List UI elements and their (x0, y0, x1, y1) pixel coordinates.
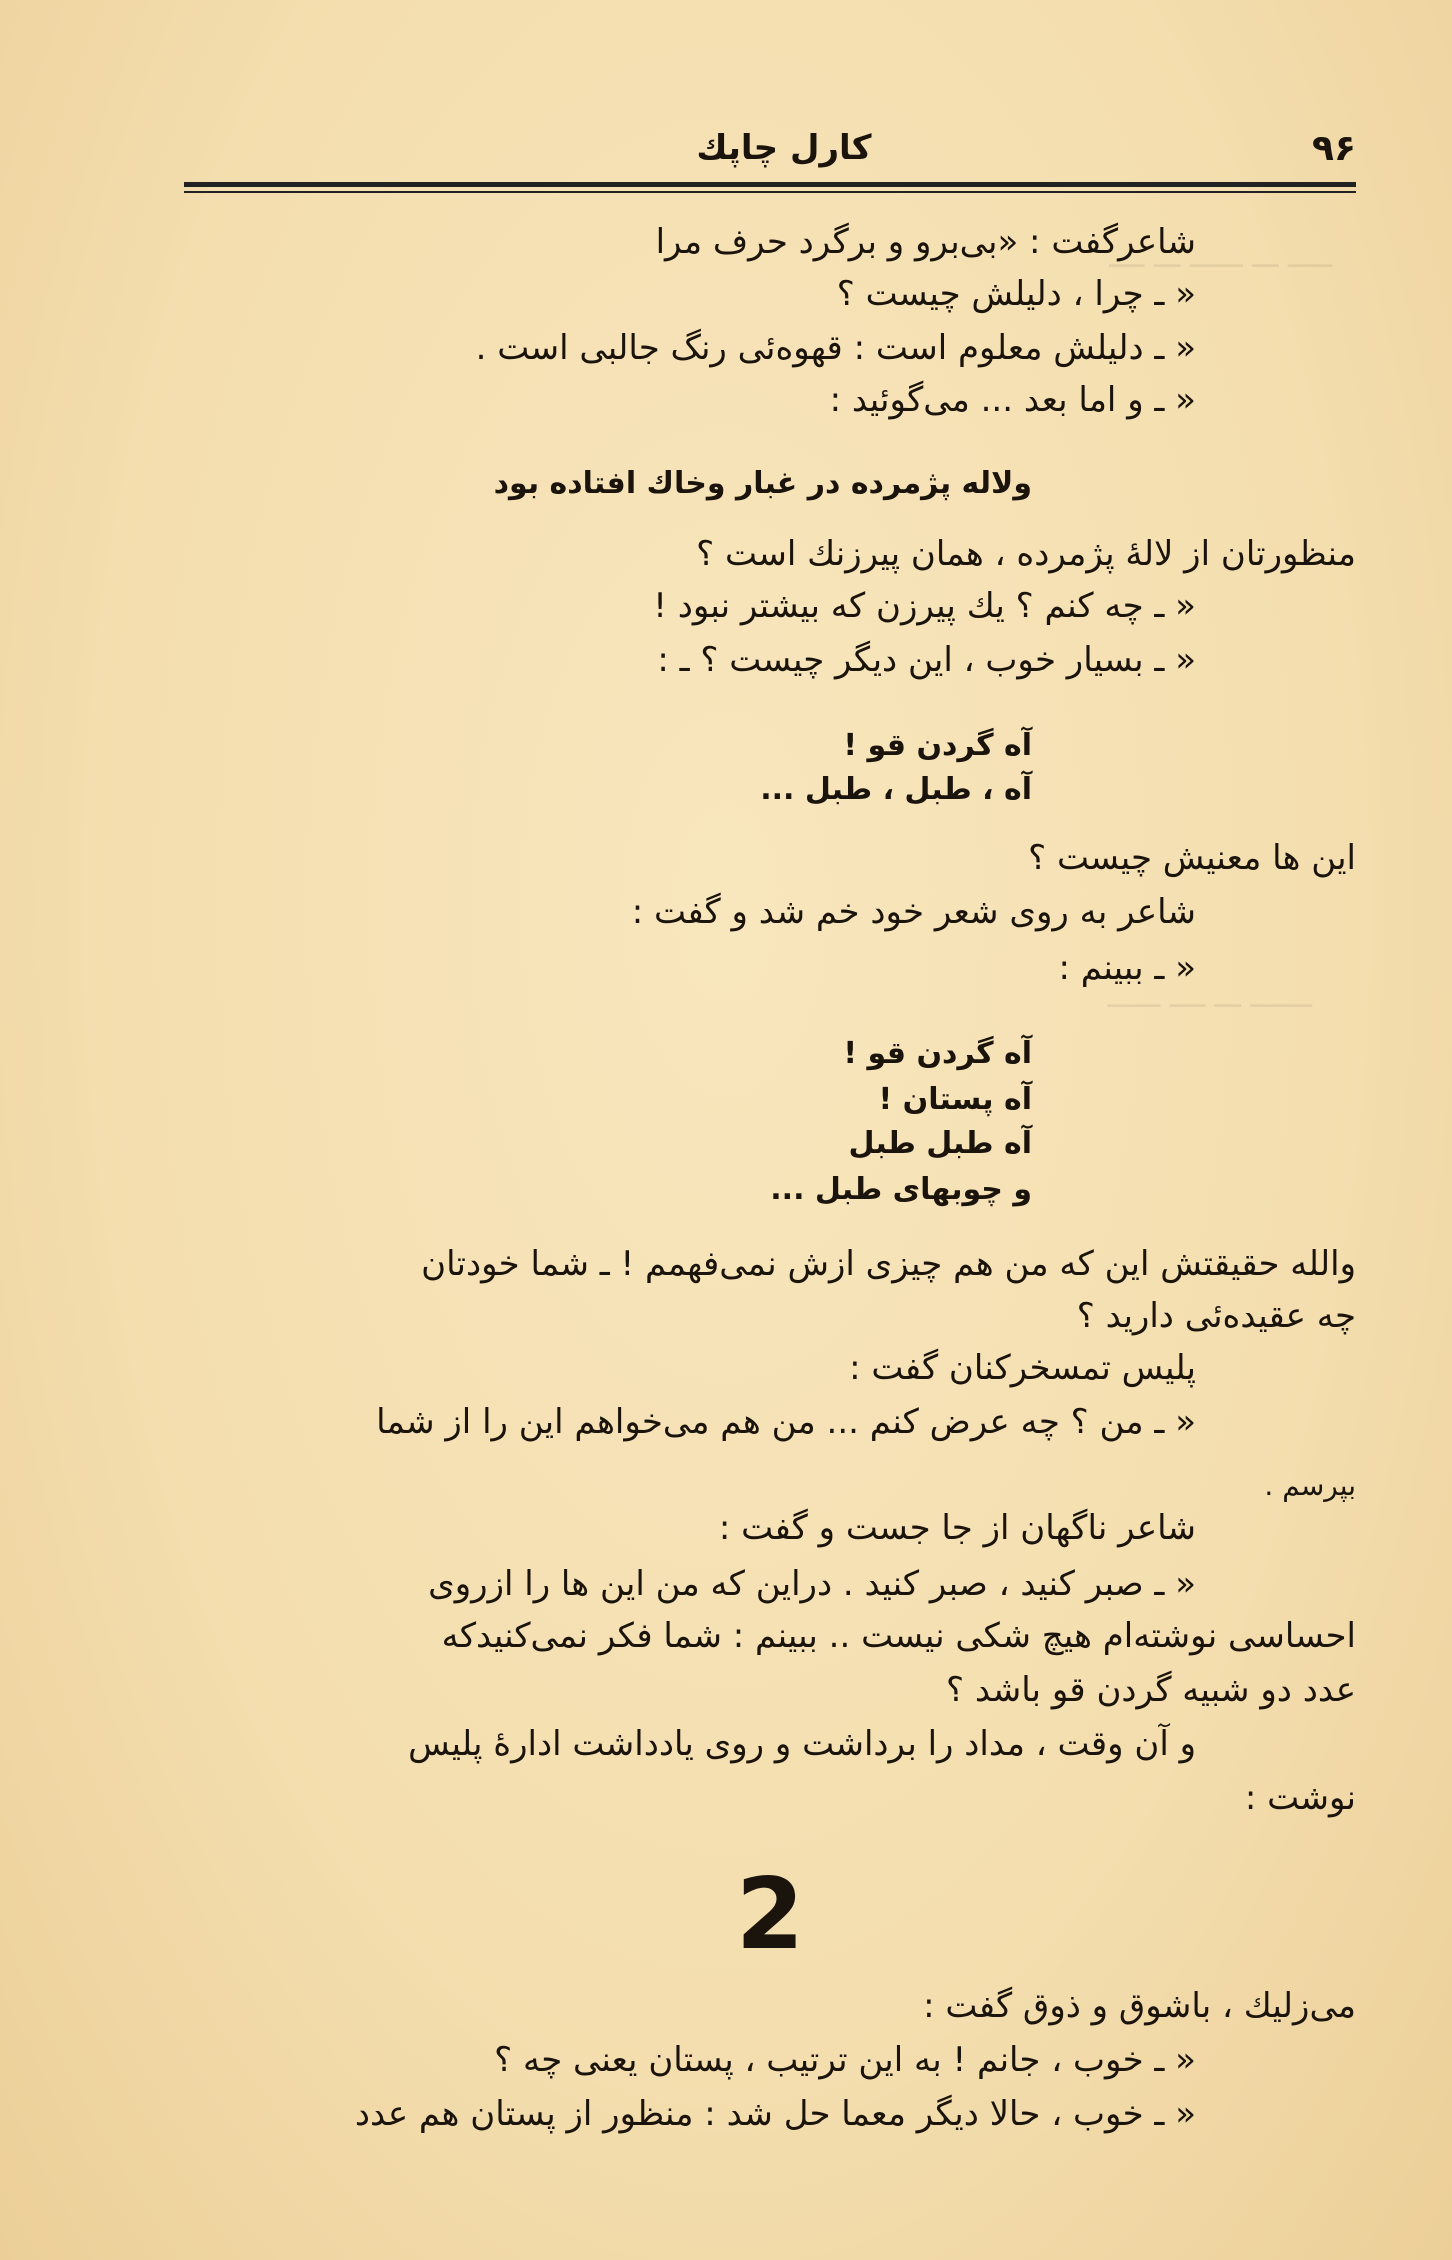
verse-line: آه گردن قو ! (843, 728, 1032, 763)
verse-line: آه پستان ! (878, 1082, 1032, 1117)
text-line: « ـ خوب ، جانم ! به این ترتیب ، پستان یعنی چه ؟ (494, 2040, 1196, 2080)
page-header (184, 118, 1356, 178)
text-line: « ـ من ؟ چه عرض کنم ... من هم می‌خواهم این را از شما (376, 1402, 1196, 1442)
text-line: بپرسم . (1264, 1469, 1356, 1502)
show-through-text: ـــــ ـــ ــــــ ـــ ــــ (1109, 240, 1332, 275)
verse-line: آه ، طبل ، طبل ... (760, 772, 1032, 807)
header-rule-thick (184, 182, 1356, 187)
text-line: « ـ دلیلش معلوم است : قهوه‌ئی رنگ جالبی است . (475, 328, 1196, 368)
text-line: « ـ ببینم : (1058, 948, 1196, 988)
text-line: این ها معنیش چیست ؟ (1028, 838, 1356, 878)
page-number: ۹۶ (1312, 128, 1356, 169)
verse-line: آه گردن قو ! (843, 1036, 1032, 1071)
text-line: چه عقیده‌ئی دارید ؟ (1076, 1296, 1356, 1336)
verse-line: ولاله پژمرده در غبار وخاك افتاده بود (493, 466, 1032, 501)
text-line: « ـ چه کنم ؟ یك پیرزن که بیشتر نبود ! (653, 586, 1196, 626)
running-title: کارل چاپك (696, 128, 872, 168)
text-line: شاعر ناگهان از جا جست و گفت : (718, 1508, 1196, 1548)
text-line: می‌زلیك ، باشوق و ذوق گفت : (923, 1986, 1356, 2026)
show-through-text: ـــــــ ـــ ــــ ــــــ (1107, 980, 1312, 1015)
text-line: شاعر به روی شعر خود خم شد و گفت : (631, 892, 1196, 932)
verse-line: آه طبل طبل (848, 1126, 1032, 1161)
text-line: « ـ چرا ، دلیلش چیست ؟ (836, 274, 1196, 314)
text-line: پلیس تمسخرکنان گفت : (849, 1348, 1196, 1388)
text-line: والله حقیقتش این که من هم چیزی ازش نمی‌فهمم ! ـ شما خودتان (421, 1244, 1356, 1284)
header-rule-thin (184, 191, 1356, 193)
text-line: « ـ صبر کنید ، صبر کنید . دراین که من این ها را ازروی (428, 1564, 1196, 1604)
text-line: شاعرگفت : «بی‌برو و برگرد حرف مرا (655, 222, 1196, 262)
drawn-numeral: 2 (735, 1858, 805, 1972)
text-line: و آن وقت ، مداد را برداشت و روی یادداشت ادارهٔ پلیس (408, 1724, 1196, 1764)
text-line: « ـ خوب ، حالا دیگر معما حل شد : منظور از پستان هم عدد (354, 2094, 1196, 2134)
text-line: « ـ و اما بعد ... می‌گوئید : (829, 380, 1196, 420)
text-line: منظورتان از لالهٔ پژمرده ، همان پیرزنك است ؟ (696, 534, 1356, 574)
text-line: « ـ بسیار خوب ، این دیگر چیست ؟ ـ : (657, 640, 1196, 680)
verse-line: و چوبهای طبل ... (770, 1172, 1032, 1207)
text-line: عدد دو شبیه گردن قو باشد ؟ (946, 1670, 1356, 1710)
text-line: احساسی نوشته‌ام هیچ شکی نیست .. ببینم : شما فکر نمی‌کنیدکه (441, 1616, 1356, 1656)
text-line: نوشت : (1244, 1778, 1356, 1818)
